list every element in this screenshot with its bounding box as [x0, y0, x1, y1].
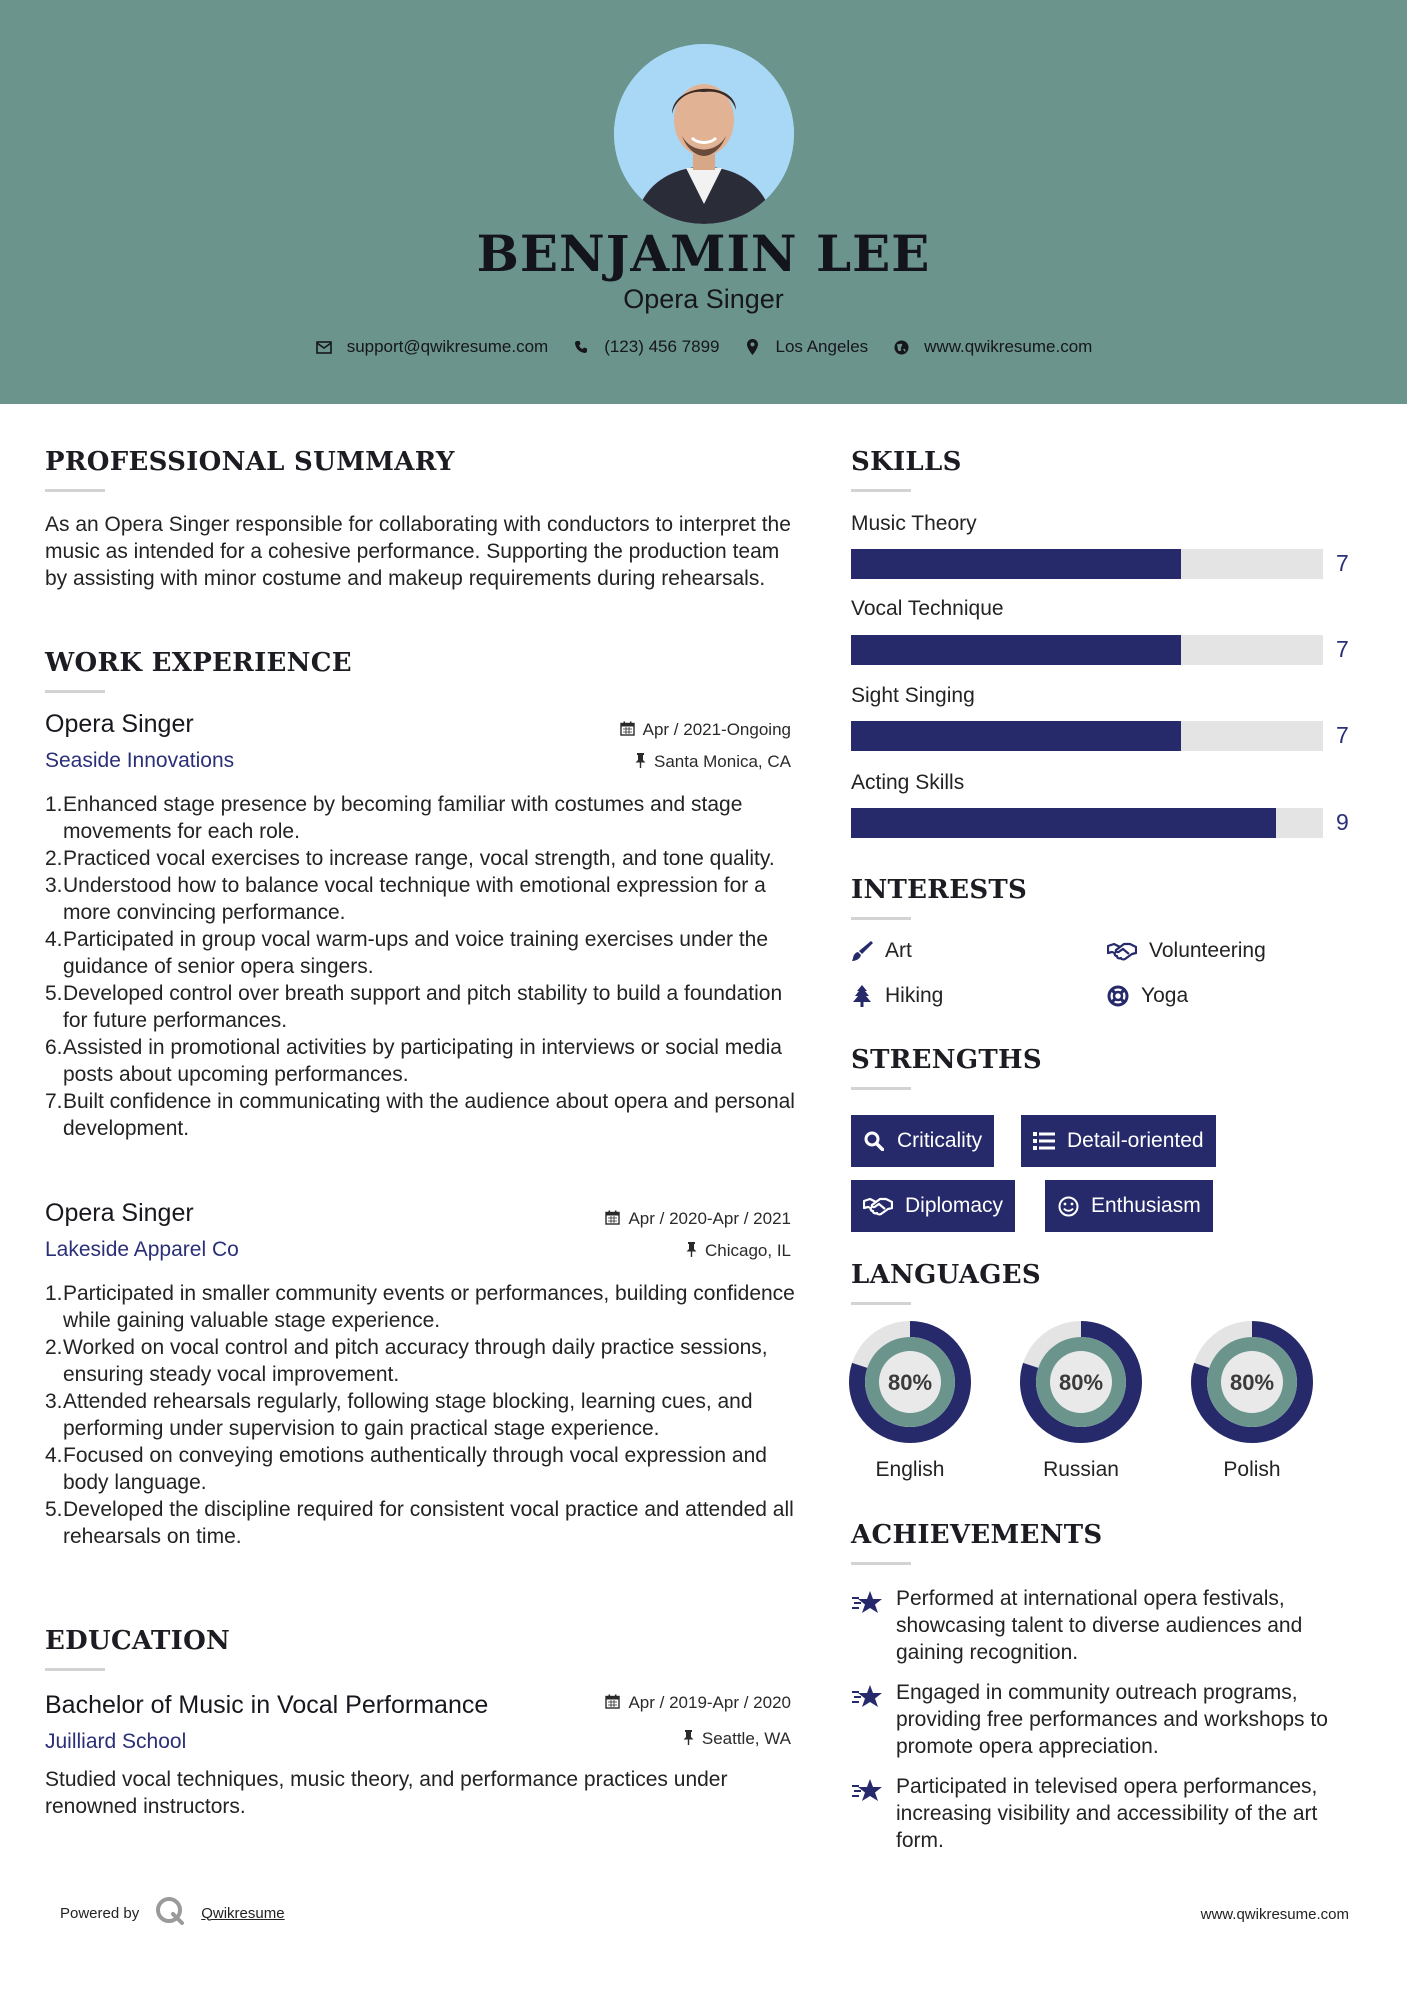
language-item [1019, 1320, 1143, 1482]
map-pin-icon [744, 338, 762, 356]
language-percent: 80% [1229, 1370, 1275, 1395]
star-icon [851, 1589, 883, 1617]
skill-bar-fill [851, 808, 1276, 838]
job-1-company[interactable]: Seaside Innovations [45, 749, 235, 772]
degree-title: Bachelor of Music in Vocal Performance [45, 1691, 489, 1719]
paintbrush-icon [851, 940, 873, 962]
education-dates-text: Apr / 2019-Apr / 2020 [628, 1693, 791, 1712]
candidate-title: Opera Singer [623, 284, 784, 314]
pushpin-icon [686, 1242, 697, 1261]
footer-website[interactable]: www.qwikresume.com [1200, 1906, 1349, 1923]
list-item: 1. Participated in smaller community events or performances, building confidence while gaining valuable stage experience. [45, 1282, 795, 1332]
education-description: Studied vocal techniques, music theory, and performance practices under renowned instructors. [45, 1768, 728, 1818]
pushpin-icon [683, 1730, 694, 1749]
skill-label: Vocal Technique [851, 597, 1004, 620]
skill-value: 7 [1336, 550, 1349, 576]
summary-heading: PROFESSIONAL SUMMARY [45, 447, 455, 477]
language-progress-ring [848, 1320, 972, 1444]
interest-item: Art [851, 939, 912, 963]
languages-divider [851, 1302, 911, 1305]
handshake-icon [863, 1196, 893, 1216]
skill-bar-fill [851, 549, 1181, 579]
education-heading: EDUCATION [45, 1626, 231, 1656]
strengths-divider [851, 1087, 911, 1090]
language-percent: 80% [887, 1370, 933, 1395]
achievement-item: Engaged in community outreach programs, providing free performances and workshops to promote opera appreciation. [851, 1679, 1361, 1760]
experience-heading: WORK EXPERIENCE [45, 648, 352, 678]
skills-heading: SKILLS [851, 447, 962, 477]
envelope-icon [315, 338, 333, 356]
job-2-title: Opera Singer [45, 1199, 194, 1227]
job-2-dates [480, 1209, 791, 1229]
handshake-icon [1107, 940, 1137, 962]
contact-phone[interactable] [572, 337, 719, 357]
list-item: 3. Attended rehearsals regularly, following stage blocking, learning cues, and performing under supervision to gain practical stage experience. [45, 1390, 753, 1440]
interest-item: Hiking [851, 984, 943, 1008]
list-item: 3. Understood how to balance vocal technique with emotional expression for a more convincing performance. [45, 874, 766, 924]
skill-label: Music Theory [851, 512, 977, 535]
job-1-title: Opera Singer [45, 710, 194, 738]
strength-tag: Diplomacy [851, 1180, 1015, 1232]
star-icon [851, 1683, 883, 1711]
list-item: 5. Developed the discipline required for consistent vocal practice and attended all rehearsals on time. [45, 1498, 794, 1548]
strength-tag: Criticality [851, 1115, 994, 1167]
skill-bar-fill [851, 635, 1181, 665]
skill-value: 7 [1336, 636, 1349, 662]
skills-divider [851, 489, 911, 492]
job-1-dates-text: Apr / 2021-Ongoing [642, 720, 791, 739]
contact-bar [0, 337, 1407, 357]
contact-location [744, 337, 869, 357]
interests-heading: INTERESTS [851, 875, 1028, 905]
job-1-dates [480, 720, 791, 740]
strength-tag: Detail-oriented [1021, 1115, 1216, 1167]
job-2-location-text: Chicago, IL [705, 1241, 791, 1260]
phone-icon [572, 338, 590, 356]
list-item: 4. Participated in group vocal warm-ups and voice training exercises under the guidance of senior opera singers. [45, 928, 769, 978]
education-dates [480, 1693, 791, 1713]
skill-bar-track [851, 808, 1323, 838]
list-item: 7. Built confidence in communicating with the audience about opera and personal development. [45, 1090, 795, 1140]
skill-label: Sight Singing [851, 684, 975, 707]
search-icon [863, 1131, 885, 1151]
list-item: 2. Worked on vocal control and pitch accuracy through daily practice sessions, ensuring steady vocal improvement. [45, 1336, 768, 1386]
powered-by-label: Powered by [60, 1904, 140, 1922]
job-2-dates-text: Apr / 2020-Apr / 2021 [628, 1209, 791, 1228]
calendar-icon [605, 1210, 620, 1229]
job-2-company[interactable]: Lakeside Apparel Co [45, 1238, 239, 1261]
strength-tag: Enthusiasm [1045, 1180, 1213, 1232]
skill-value: 9 [1336, 809, 1349, 835]
skill-bar-track [851, 635, 1323, 665]
contact-email-text: support@qwikresume.com [346, 337, 549, 356]
achievement-item: Participated in televised opera performances, increasing visibility and accessibility of the art form. [851, 1773, 1361, 1854]
interest-item: Volunteering [1107, 939, 1266, 963]
language-progress-ring [1190, 1320, 1314, 1444]
contact-location-text: Los Angeles [775, 337, 869, 356]
list-icon [1033, 1132, 1055, 1150]
powered-by [60, 1896, 285, 1930]
calendar-icon [605, 1694, 620, 1713]
languages-heading: LANGUAGES [851, 1260, 1041, 1290]
tree-icon [851, 985, 873, 1007]
list-item: 4. Focused on conveying emotions authentically through vocal expression and body language. [45, 1444, 767, 1494]
list-item: 1. Enhanced stage presence by becoming familiar with costumes and stage movements for each role. [45, 793, 743, 843]
education-divider [45, 1668, 105, 1671]
achievements-divider [851, 1562, 911, 1565]
school-name[interactable]: Juilliard School [45, 1730, 187, 1753]
experience-divider [45, 690, 105, 693]
summary-divider [45, 489, 105, 492]
globe-icon [892, 338, 910, 356]
skill-label: Acting Skills [851, 771, 965, 794]
interest-item: Yoga [1107, 984, 1188, 1008]
education-location [480, 1729, 791, 1749]
star-icon [851, 1777, 883, 1805]
contact-phone-text: (123) 456 7899 [604, 337, 720, 356]
skill-bar-fill [851, 721, 1181, 751]
language-name: Russian [1043, 1458, 1119, 1481]
list-item: 5. Developed control over breath support and pitch stability to build a foundation for future performances. [45, 982, 783, 1032]
job-1-responsibilities [45, 791, 805, 1142]
qwikresume-logo-icon [155, 1896, 185, 1930]
skill-bar-track [851, 549, 1323, 579]
qwikresume-link[interactable]: Qwikresume [201, 1904, 285, 1922]
summary-text: As an Opera Singer responsible for collaborating with conductors to interpret the music as intended for a cohesive performance. Supporting the production team by assisting with minor costume and makeup requirements during rehearsals. [45, 513, 791, 590]
achievement-item: Performed at international opera festivals, showcasing talent to diverse audiences and gaining recognition. [851, 1585, 1361, 1666]
list-item: 6. Assisted in promotional activities by participating in interviews or social media posts about upcoming performances. [45, 1036, 782, 1086]
smile-icon [1057, 1196, 1079, 1217]
language-item [1190, 1320, 1314, 1482]
profile-photo [614, 44, 794, 224]
language-item [848, 1320, 972, 1482]
candidate-name: BENJAMIN LEE [476, 224, 931, 283]
calendar-icon [620, 721, 635, 740]
language-name: English [875, 1458, 945, 1481]
language-progress-ring [1019, 1320, 1143, 1444]
skill-bar-track [851, 721, 1323, 751]
pushpin-icon [635, 753, 646, 772]
job-2-responsibilities [45, 1280, 805, 1550]
contact-website[interactable] [892, 337, 1092, 357]
list-item: 2. Practiced vocal exercises to increase range, vocal strength, and tone quality. [45, 847, 775, 870]
job-1-location-text: Santa Monica, CA [653, 752, 791, 771]
education-location-text: Seattle, WA [701, 1729, 791, 1748]
strengths-heading: STRENGTHS [851, 1045, 1042, 1075]
skill-value: 7 [1336, 722, 1349, 748]
resume-header [0, 0, 1407, 404]
contact-email[interactable] [315, 337, 549, 357]
achievements-heading: ACHIEVEMENTS [851, 1520, 1103, 1550]
job-2-location [480, 1241, 791, 1261]
contact-website-text: www.qwikresume.com [924, 337, 1093, 356]
language-name: Polish [1223, 1458, 1281, 1481]
life-ring-icon [1107, 985, 1129, 1007]
language-percent: 80% [1058, 1370, 1104, 1395]
job-1-location [480, 752, 791, 772]
interests-divider [851, 917, 911, 920]
